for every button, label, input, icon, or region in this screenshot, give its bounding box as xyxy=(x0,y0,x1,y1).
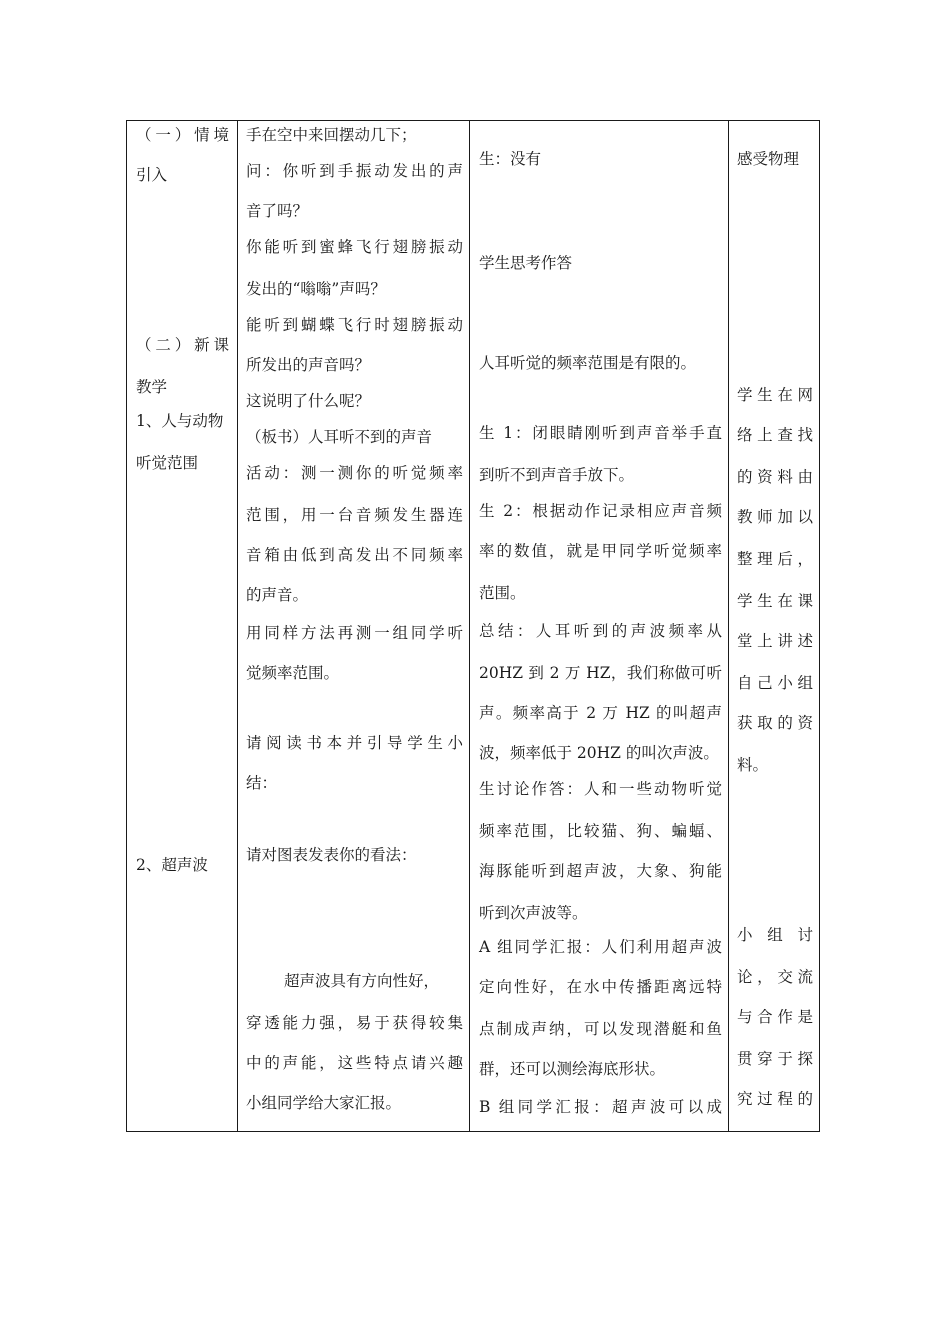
teacher-line: 超声波具有方向性好， xyxy=(284,972,440,990)
teacher-line: 小组同学给大家汇报。 xyxy=(246,1094,402,1112)
student-line: 生 2：根据动作记录相应声音频 xyxy=(479,502,722,520)
student-line: 到听不到声音手放下。 xyxy=(479,466,635,484)
teacher-line: 用同样方法再测一组同学听 xyxy=(246,624,463,642)
teacher-line: 所发出的声音吗？ xyxy=(246,356,371,374)
stage-line: 引入 xyxy=(136,166,168,184)
teacher-line: 活动：测一测你的听觉频率 xyxy=(246,464,463,482)
intent-line: 获取的资 xyxy=(737,714,813,732)
student-line: 率的数值，就是甲同学听觉频率 xyxy=(479,542,722,560)
teacher-line: 能听到蝴蝶飞行时翅膀振动 xyxy=(246,316,463,334)
teacher-line: 结： xyxy=(246,774,278,792)
student-activity-column xyxy=(470,121,729,1131)
intent-line: 与合作是 xyxy=(737,1008,813,1026)
intent-line: 的资料由 xyxy=(737,468,813,486)
intent-line: 料。 xyxy=(737,756,769,774)
intent-line: 自己小组 xyxy=(737,674,813,692)
intent-line: 教师加以 xyxy=(737,508,813,526)
stage-line: （二）新课 xyxy=(136,336,229,354)
student-line: 人耳听觉的频率范围是有限的。 xyxy=(479,354,697,372)
student-line: 声。频率高于 2 万 HZ 的叫超声 xyxy=(479,704,722,722)
design-intent-column xyxy=(729,121,821,1131)
stage-line: 听觉范围 xyxy=(136,454,199,472)
intent-line: 究过程的 xyxy=(737,1090,813,1108)
intent-line: 络上查找 xyxy=(737,426,813,444)
student-line: B 组同学汇报：超声波可以成 xyxy=(479,1098,722,1116)
student-line: 群，还可以测绘海底形状。 xyxy=(479,1060,666,1078)
intent-line: 感受物理 xyxy=(737,150,800,168)
student-line: 总结：人耳听到的声波频率从 xyxy=(479,622,722,640)
teacher-line: 你能听到蜜蜂飞行翅膀振动 xyxy=(246,238,463,256)
teacher-line: 范围，用一台音频发生器连 xyxy=(246,506,463,524)
teacher-line: 这说明了什么呢？ xyxy=(246,392,371,410)
intent-line: 学生在课 xyxy=(737,592,813,610)
student-line: 范围。 xyxy=(479,584,526,602)
teacher-line: 请阅读书本并引导学生小 xyxy=(246,734,463,752)
student-line: 生：没有 xyxy=(479,150,542,168)
stage-line: （一）情境 xyxy=(136,126,229,144)
teacher-line: 音了吗？ xyxy=(246,202,309,220)
teacher-line: 中的声能，这些特点请兴趣 xyxy=(246,1054,463,1072)
teacher-line: 觉频率范围。 xyxy=(246,664,340,682)
intent-line: 整理后， xyxy=(737,550,813,568)
intent-line: 堂上讲述 xyxy=(737,632,813,650)
student-line: A 组同学汇报：人们利用超声波 xyxy=(479,938,722,956)
lesson-plan-table xyxy=(126,120,820,1132)
teacher-line: 手在空中来回摆动几下； xyxy=(246,126,417,144)
stage-line: 教学 xyxy=(136,378,168,396)
student-line: 生讨论作答：人和一些动物听觉 xyxy=(479,780,722,798)
student-line: 生 1：闭眼睛刚听到声音举手直 xyxy=(479,424,722,442)
teacher-line: 发出的“嗡嗡”声吗？ xyxy=(246,280,386,298)
intent-line: 贯穿于探 xyxy=(737,1050,813,1068)
intent-line: 学生在网 xyxy=(737,386,813,404)
student-line: 定向性好，在水中传播距离远特 xyxy=(479,978,722,996)
teacher-line: 的声音。 xyxy=(246,586,309,604)
student-line: 听到次声波等。 xyxy=(479,904,588,922)
teacher-line: 穿透能力强，易于获得较集 xyxy=(246,1014,463,1032)
teacher-activity-column xyxy=(238,121,470,1131)
student-line: 海豚能听到超声波，大象、狗能 xyxy=(479,862,722,880)
teacher-line: 问：你听到手振动发出的声 xyxy=(246,162,463,180)
intent-line: 论，交流 xyxy=(737,968,813,986)
stage-line: 2、超声波 xyxy=(136,856,208,874)
teacher-line: 请对图表发表你的看法： xyxy=(246,846,417,864)
student-line: 学生思考作答 xyxy=(479,254,573,272)
student-line: 点制成声纳，可以发现潜艇和鱼 xyxy=(479,1020,722,1038)
teacher-line: 音箱由低到高发出不同频率 xyxy=(246,546,463,564)
stage-column xyxy=(127,121,237,1131)
student-line: 波，频率低于 20HZ 的叫次声波。 xyxy=(479,744,719,762)
intent-line: 小组讨 xyxy=(737,926,813,944)
student-line: 20HZ 到 2 万 HZ，我们称做可听 xyxy=(479,664,722,682)
teacher-line: （板书）人耳听不到的声音 xyxy=(246,428,433,446)
student-line: 频率范围，比较猫、狗、蝙蝠、 xyxy=(479,822,722,840)
stage-line: 1、人与动物 xyxy=(136,412,224,430)
